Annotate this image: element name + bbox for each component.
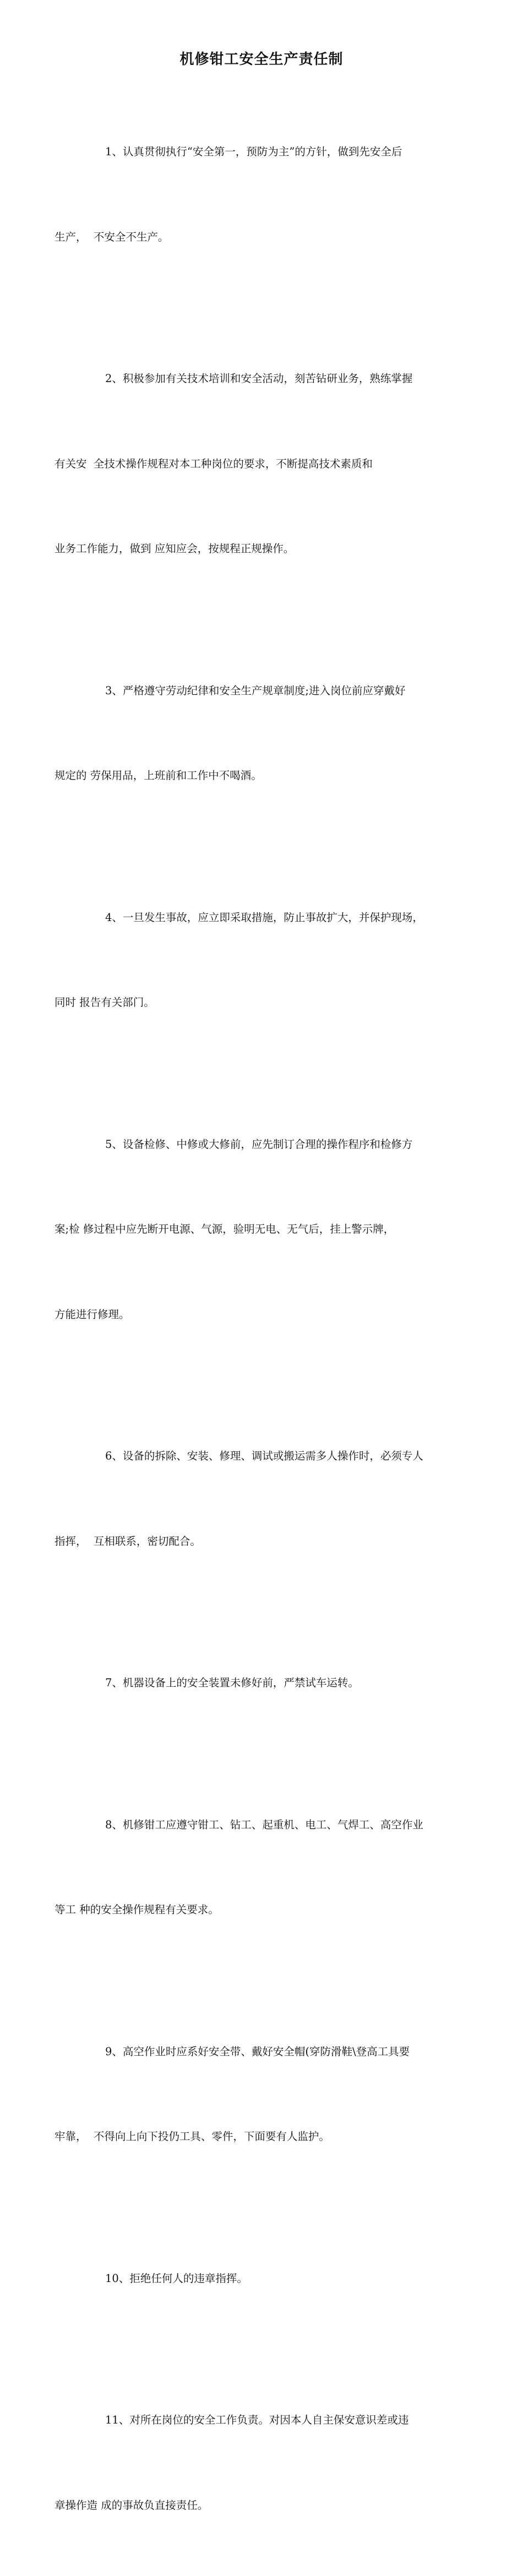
paragraph-8 (55, 1754, 454, 1981)
paragraph-line: 6、设备的拆除、安装、修理、调试或搬运需多人操作时，必须专人 (105, 1450, 423, 1462)
document-body (55, 81, 454, 2576)
paragraph-line: 指挥， 互相联系，密切配合。 (55, 1534, 201, 1548)
paragraph-line: 1、认真贯彻执行“安全第一，预防为主”的方针，做到先安全后 (105, 145, 402, 158)
paragraph-line: 方能进行修理。 (55, 1308, 130, 1321)
paragraph-line: 业务工作能力，做到 应知应会，按规程正规操作。 (55, 542, 295, 555)
paragraph-line: 3、严格遵守劳动纪律和安全生产规章制度;进入岗位前应穿戴好 (105, 684, 406, 697)
paragraph-line: 案;检 修过程中应先断开电源、气源，验明无电、无气后，挂上警示牌， (55, 1223, 395, 1235)
paragraph-line: 4、一旦发生事故，应立即采取措施，防止事故扩大，并保护现场， (105, 911, 423, 924)
paragraph-line: 规定的 劳保用品，上班前和工作中不喝酒。 (55, 769, 262, 782)
paragraph-line: 2、积极参加有关技术培训和安全活动，刻苦钻研业务，熟练掌握 (105, 372, 413, 385)
paragraph-line: 10、拒绝任何人的违章指挥。 (105, 2272, 248, 2285)
paragraph-line: 牢靠， 不得向上向下投仍工具、零件，下面要有人监护。 (55, 2130, 330, 2143)
paragraph-line: 9、高空作业时应系好安全带、戴好安全帽(穿防滑鞋\登高工具要 (105, 2045, 410, 2058)
paragraph-line: 11、对所在岗位的安全工作负责。对因本人自主保安意识差或违 (105, 2414, 409, 2426)
paragraph-4 (55, 847, 454, 1074)
paragraph-1 (55, 81, 454, 308)
paragraph-10 (80, 2208, 454, 2350)
paragraph-line: 等工 种的安全操作规程有关要求。 (55, 1903, 219, 1916)
document-title: 机修钳工安全生产责任制 (179, 51, 344, 68)
paragraph-line: 7、机器设备上的安全装置未修好前，严禁试车运转。 (105, 1676, 359, 1689)
paragraph-2 (55, 308, 454, 620)
paragraph-line: 同时 报告有关部门。 (55, 996, 155, 1009)
paragraph-3 (55, 620, 454, 847)
paragraph-5 (55, 1074, 454, 1386)
paragraph-line: 生产， 不安全不生产。 (55, 230, 169, 243)
paragraph-line: 5、设备检修、中修或大修前，应先制订合理的操作程序和检修方 (105, 1137, 413, 1151)
paragraph-6 (55, 1385, 454, 1612)
paragraph-9 (55, 1981, 454, 2208)
paragraph-11 (55, 2349, 454, 2576)
paragraph-line: 有关安 全技术操作规程对本工种岗位的要求，不断提高技术素质和 (55, 457, 373, 470)
paragraph-line: 8、机修钳工应遵守钳工、钻工、起重机、电工、气焊工、高空作业 (105, 1818, 423, 1831)
paragraph-7 (80, 1612, 454, 1754)
paragraph-line: 章操作造 成的事故负直接责任。 (55, 2498, 209, 2512)
